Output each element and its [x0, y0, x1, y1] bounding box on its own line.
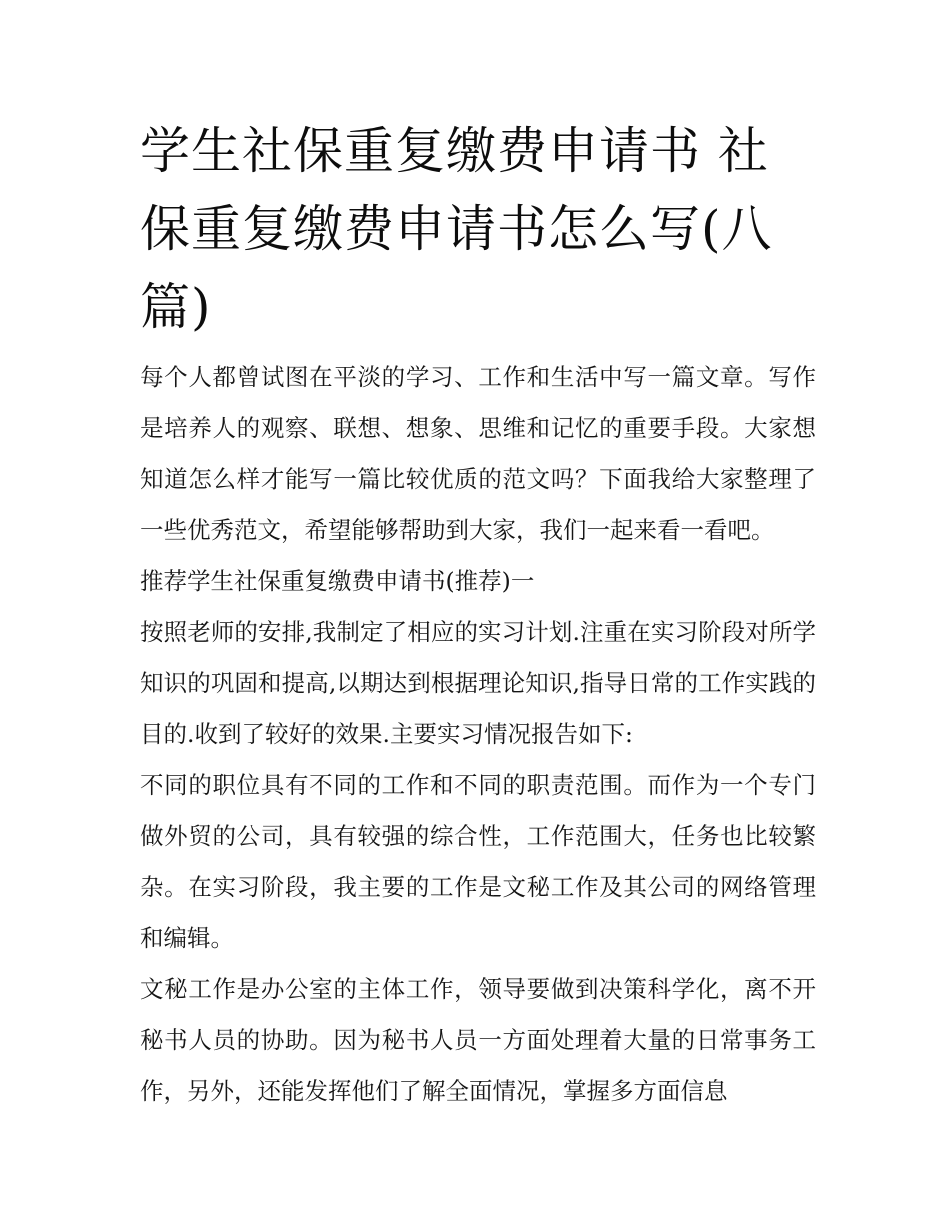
document-title: 学生社保重复缴费申请书 社保重复缴费申请书怎么写(八篇) — [140, 122, 773, 336]
document-body — [140, 352, 816, 1117]
paragraph-intro: 每个人都曾试图在平淡的学习、工作和生活中写一篇文章。写作是培养人的观察、联想、想象、思维和记忆的重要手段。大家想知道怎么样才能写一篇比较优质的范文吗？下面我给大家整理了一些优秀范文，希望能够帮助到大家，我们一起来看一看吧。 — [140, 363, 816, 544]
document-page — [140, 112, 816, 1117]
paragraph-secretary: 文秘工作是办公室的主体工作，领导要做到决策科学化，离不开秘书人员的协助。因为秘书人员一方面处理着大量的日常事务工作，另外，还能发挥他们了解全面情况，掌握多方面信息 — [140, 975, 816, 1105]
paragraph-plan: 按照老师的安排,我制定了相应的实习计划.注重在实习阶段对所学知识的巩固和提高,以期达到根据理论知识,指导日常的工作实践的目的.收到了较好的效果.主要实习情况报告如下: — [140, 618, 816, 748]
paragraph-section-heading: 推荐学生社保重复缴费申请书(推荐)一 — [140, 567, 535, 595]
paragraph-duties: 不同的职位具有不同的工作和不同的职责范围。而作为一个专门做外贸的公司，具有较强的综合性，工作范围大，任务也比较繁杂。在实习阶段，我主要的工作是文秘工作及其公司的网络管理和编辑。 — [140, 771, 816, 952]
